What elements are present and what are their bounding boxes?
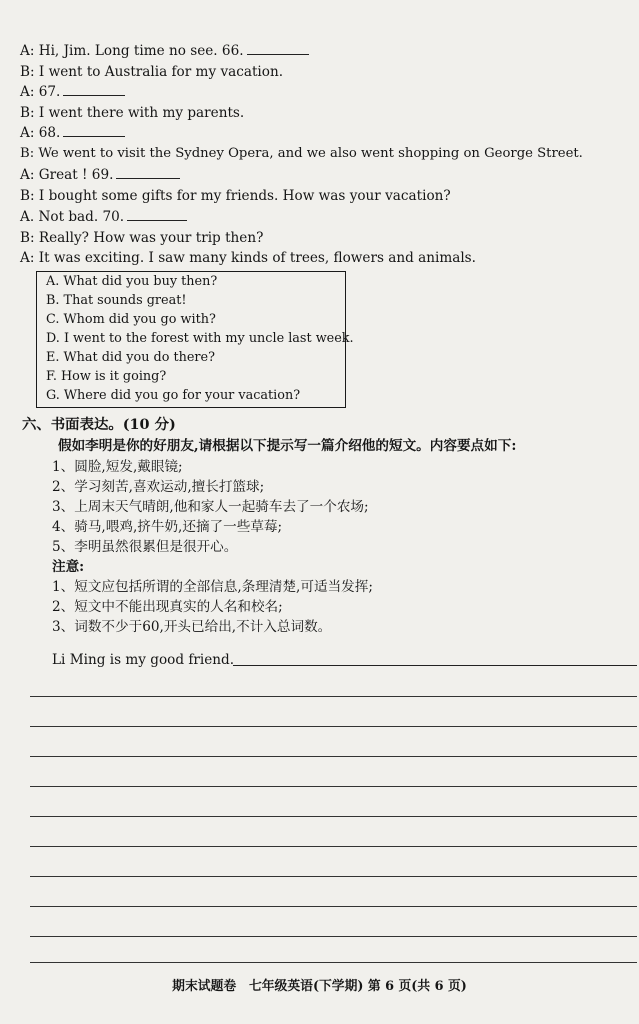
dialogue-line-5: A: 68.	[20, 123, 620, 143]
dialogue-line-3: A: 67.	[20, 82, 620, 102]
option-b: B. That sounds great!	[46, 293, 187, 308]
answer-blank-67[interactable]	[63, 82, 125, 96]
dialogue-line-4: B: I went there with my parents.	[20, 105, 245, 121]
note-label: 注意:	[52, 559, 85, 575]
page-footer: 期末试题卷 七年级英语(下学期) 第 6 页(共 6 页)	[172, 979, 467, 994]
option-g: G. Where did you go for your vacation?	[46, 388, 301, 403]
writing-line[interactable]	[30, 936, 637, 937]
writing-line[interactable]	[30, 846, 637, 847]
section-title: 六、书面表达。(10 分)	[22, 416, 176, 433]
dialogue-line-11: A: It was exciting. I saw many kinds of trees, flowers and animals.	[20, 250, 476, 266]
speaker-label: B	[20, 64, 30, 80]
speaker-label: A	[20, 167, 30, 183]
writing-line[interactable]	[30, 786, 637, 787]
answer-blank-69[interactable]	[116, 165, 180, 179]
dialogue-line-8: B: I bought some gifts for my friends. How was your vacation?	[20, 188, 451, 204]
speaker-label: A	[20, 250, 30, 266]
writing-line[interactable]	[30, 816, 637, 817]
speaker-label: A	[20, 125, 30, 141]
dialogue-text: Hi, Jim. Long time no see. 66.	[38, 43, 244, 59]
writing-line[interactable]	[30, 696, 637, 697]
dialogue-line-10: B: Really? How was your trip then?	[20, 230, 264, 246]
answer-blank-70[interactable]	[127, 207, 187, 221]
note-3: 3、词数不少于60,开头已给出,不计入总词数。	[52, 619, 332, 635]
option-c: C. Whom did you go with?	[46, 312, 216, 327]
option-f: F. How is it going?	[46, 369, 167, 384]
point-4: 4、骑马,喂鸡,挤牛奶,还摘了一些草莓;	[52, 519, 283, 535]
speaker-label: B	[20, 188, 30, 204]
dialogue-text: I went there with my parents.	[38, 105, 245, 121]
starting-sentence: Li Ming is my good friend.	[52, 652, 235, 668]
point-2: 2、学习刻苦,喜欢运动,擅长打篮球;	[52, 479, 265, 495]
dialogue-line-7: A: Great ! 69.	[20, 165, 620, 185]
writing-line[interactable]	[30, 726, 637, 727]
writing-line[interactable]	[30, 906, 637, 907]
dialogue-text: Not bad. 70.	[38, 209, 125, 225]
point-3: 3、上周末天气晴朗,他和家人一起骑车去了一个农场;	[52, 499, 369, 515]
dialogue-line-1: A: Hi, Jim. Long time no see. 66.	[20, 41, 620, 61]
dialogue-text: We went to visit the Sydney Opera, and we also went shopping on George Street.	[38, 146, 583, 161]
writing-line[interactable]	[30, 962, 637, 963]
speaker-label: A	[20, 209, 30, 225]
option-a: A. What did you buy then?	[46, 274, 218, 289]
note-1: 1、短文应包括所谓的全部信息,条理清楚,可适当发挥;	[52, 579, 373, 595]
speaker-label: A	[20, 43, 30, 59]
dialogue-text: Really? How was your trip then?	[38, 230, 264, 246]
point-5: 5、李明虽然很累但是很开心。	[52, 539, 238, 555]
speaker-label: B	[20, 146, 30, 161]
writing-line-first[interactable]	[233, 665, 637, 666]
answer-blank-68[interactable]	[63, 123, 125, 137]
options-box	[36, 271, 354, 408]
answer-blank-66[interactable]	[247, 41, 309, 55]
dialogue-text: It was exciting. I saw many kinds of trees, flowers and animals.	[38, 250, 476, 266]
dialogue-text: 68.	[38, 125, 61, 141]
point-1: 1、圆脸,短发,戴眼镜;	[52, 459, 183, 475]
speaker-label: B	[20, 230, 30, 246]
note-2: 2、短文中不能出现真实的人名和校名;	[52, 599, 283, 615]
dialogue-line-9: A. Not bad. 70.	[20, 207, 620, 227]
dialogue-text: I went to Australia for my vacation.	[38, 64, 284, 80]
writing-line[interactable]	[30, 756, 637, 757]
option-e: E. What did you do there?	[46, 350, 215, 365]
dialogue-line-6: B: We went to visit the Sydney Opera, and we also went shopping on George Street.	[20, 146, 583, 161]
dialogue-text: I bought some gifts for my friends. How was your vacation?	[38, 188, 451, 204]
writing-line[interactable]	[30, 876, 637, 877]
writing-intro: 假如李明是你的好朋友,请根据以下提示写一篇介绍他的短文。内容要点如下:	[58, 438, 517, 454]
option-d: D. I went to the forest with my uncle last week.	[46, 331, 354, 346]
dialogue-text: Great ! 69.	[38, 167, 114, 183]
speaker-label: B	[20, 105, 30, 121]
dialogue-line-2: B: I went to Australia for my vacation.	[20, 64, 284, 80]
dialogue-text: 67.	[38, 84, 61, 100]
speaker-label: A	[20, 84, 30, 100]
